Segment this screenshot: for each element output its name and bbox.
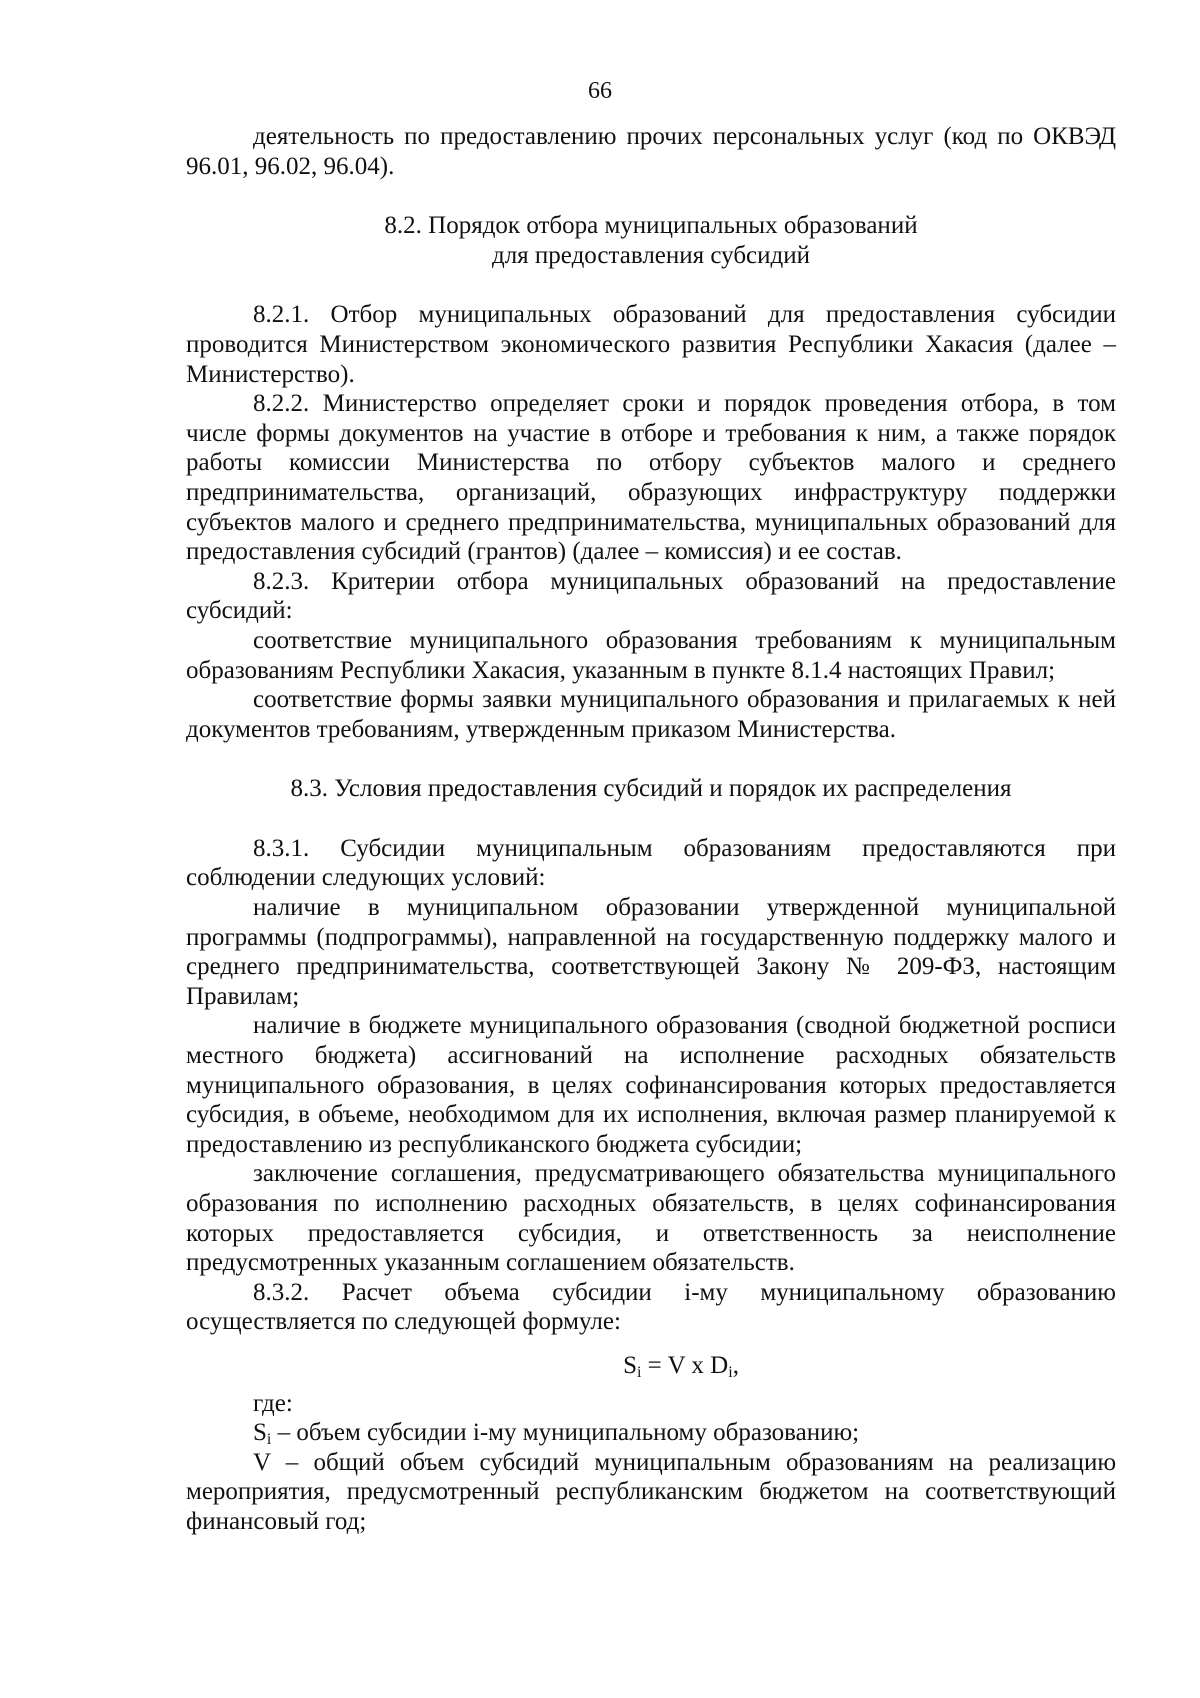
paragraph-8-2-1: 8.2.1. Отбор муниципальных образований для предоставления субсидии проводится Министерством экономического развития Республики Хакасия (далее – Министерство).: [186, 301, 1116, 388]
definition-s-sub: i: [266, 1431, 272, 1449]
section-heading-8-2: [186, 211, 1116, 270]
formula-s: S: [623, 1351, 637, 1379]
paragraph-8-2-2: 8.2.2. Министерство определяет сроки и порядок проведения отбора, в том числе формы документов на участие в отборе и требования к ним, а также порядок работы комиссии Министерства по отбору субъектов малого и среднего предпринимательства, организаций, образующих инфраструктуру поддержки субъектов малого и среднего предпринимательства, муниципальных образований для предоставления субсидий (грантов) (далее – комиссия) и ее состав.: [186, 390, 1116, 566]
where-label: где:: [253, 1389, 293, 1417]
section-heading-8-2-line1: 8.2. Порядок отбора муниципальных образований: [384, 212, 918, 240]
formula-rest: = V x D: [641, 1351, 729, 1379]
definition-s-text: – объем субсидии i-му муниципальному образованию;: [271, 1419, 860, 1447]
paragraph-8-2-3-item-a: соответствие муниципального образования требованиям к муниципальным образованиям Республики Хакасия, указанным в пункте 8.1.4 настоящих Правил;: [186, 626, 1116, 684]
page-number: 66: [588, 78, 612, 104]
formula-end: ,: [732, 1351, 739, 1379]
section-heading-8-3: 8.3. Условия предоставления субсидий и порядок их распределения: [290, 775, 1012, 803]
definition-s: [186, 1418, 1116, 1448]
paragraph-8-3-1-item-b: наличие в бюджете муниципального образования (сводной бюджетной росписи местного бюджета) ассигнований на исполнение расходных обязательств муниципального образования, в целях софинансирования которых предоставляется субсидия, в объеме, необходимом для их исполнения, включая размер планируемой к предоставлению из республиканского бюджета субсидии;: [186, 1012, 1116, 1158]
definition-v: V – общий объем субсидий муниципальным образованиям на реализацию мероприятия, предусмотренный республиканским бюджетом на соответствующий финансовый год;: [186, 1448, 1116, 1535]
definition-s-symbol: S: [253, 1419, 267, 1447]
paragraph-8-2-3-item-b: соответствие формы заявки муниципального образования и прилагаемых к ней документов требованиям, утвержденным приказом Министерства.: [186, 686, 1116, 743]
paragraph-8-3-1-item-a: наличие в муниципальном образовании утвержденной муниципальной программы (подпрограммы), направленной на государственную поддержку малого и среднего предпринимательства, соответствующей Закону № 209-ФЗ, настоящим Правилам;: [186, 894, 1116, 1010]
paragraph-8-3-1: 8.3.1. Субсидии муниципальным образованиям предоставляются при соблюдении следующих условий:: [186, 834, 1116, 892]
formula-sub-i2: i: [728, 1363, 733, 1381]
paragraph-8-3-2: 8.3.2. Расчет объема субсидии i-му муниципальному образованию осуществляется по следующей формуле:: [186, 1278, 1116, 1336]
document-body: [186, 122, 1116, 1537]
paragraph-8-2-3: 8.2.3. Критерии отбора муниципальных образований на предоставление субсидий:: [186, 567, 1116, 625]
section-heading-8-2-line2: для предоставления субсидий: [491, 241, 811, 269]
formula: [186, 1351, 1116, 1381]
paragraph-continuation: деятельность по предоставлению прочих персональных услуг (код по ОКВЭД 96.01, 96.02, 96.04).: [186, 123, 1116, 180]
paragraph-8-3-1-item-c: заключение соглашения, предусматривающего обязательства муниципального образования по исполнению расходных обязательств, в целях софинансирования которых предоставляется субсидия, и ответственность за неисполнение предусмотренных указанным соглашением обязательств.: [186, 1160, 1116, 1277]
formula-sub-i: i: [636, 1363, 642, 1381]
